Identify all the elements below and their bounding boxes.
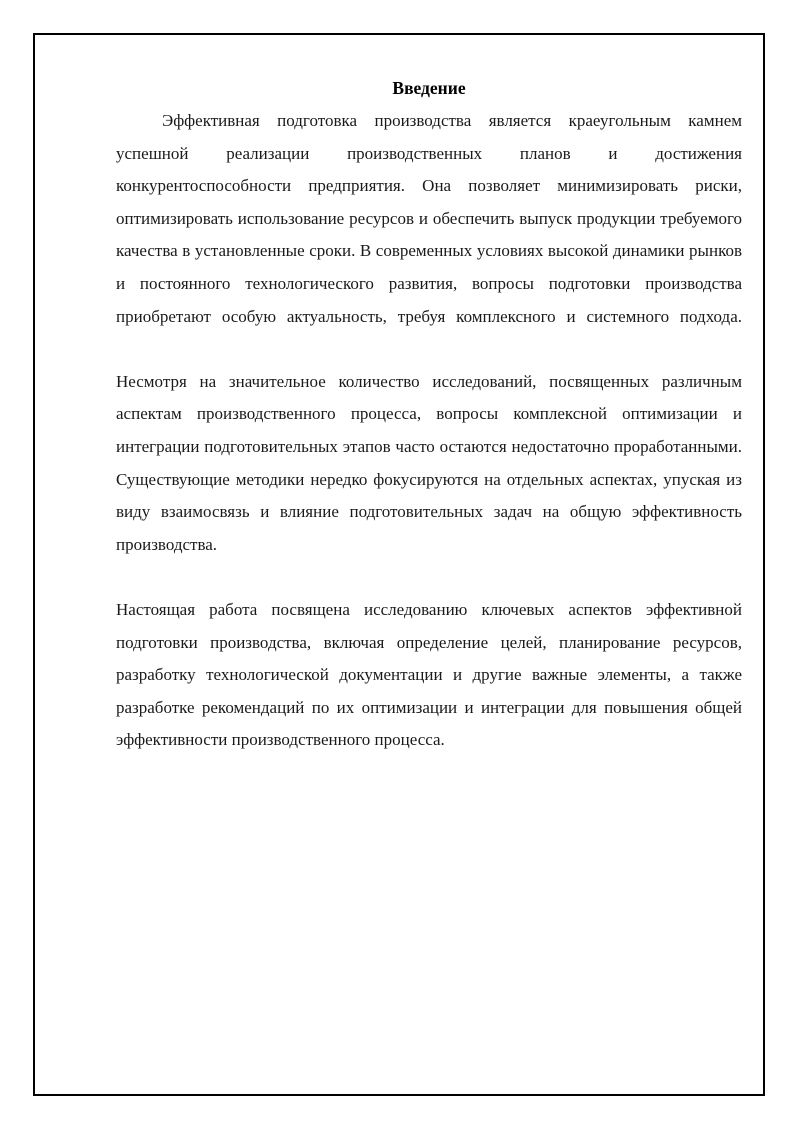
paragraph-gap (116, 561, 742, 594)
paragraph-work-purpose: Настоящая работа посвящена исследованию ключевых аспектов эффективной подготовки производства, включая определение целей, планирование ресурсов, разработку технологической документации и другие важные элементы, а также разработке рекомендаций по их оптимизации и интеграции для повышения общей эффективности производственного процесса. (116, 599, 742, 750)
paragraph-research-gap: Несмотря на значительное количество исследований, посвященных различным аспектам производственного процесса, вопросы комплексной оптимизации и интеграции подготовительных этапов часто остаются недостаточно проработанными. Существующие методики нередко фокусируются на отдельных аспектах, упуская из виду взаимосвязь и влияние подготовительных задач на общую эффективность производства. (116, 371, 742, 554)
document-body (116, 77, 742, 757)
paragraph-gap (116, 333, 742, 366)
paragraph-intro: Эффективная подготовка производства является краеугольным камнем успешной реализации производственных планов и достижения конкурентоспособности предприятия. Она позволяет минимизировать риски, оптимизировать использование ресурсов и обеспечить выпуск продукции требуемого качества в установленные сроки. В современных условиях высокой динамики рынков и постоянного технологического развития, вопросы подготовки производства приобретают особую актуальность, требуя комплексного и системного подхода. (116, 111, 742, 326)
document-title: Введение (392, 78, 466, 98)
